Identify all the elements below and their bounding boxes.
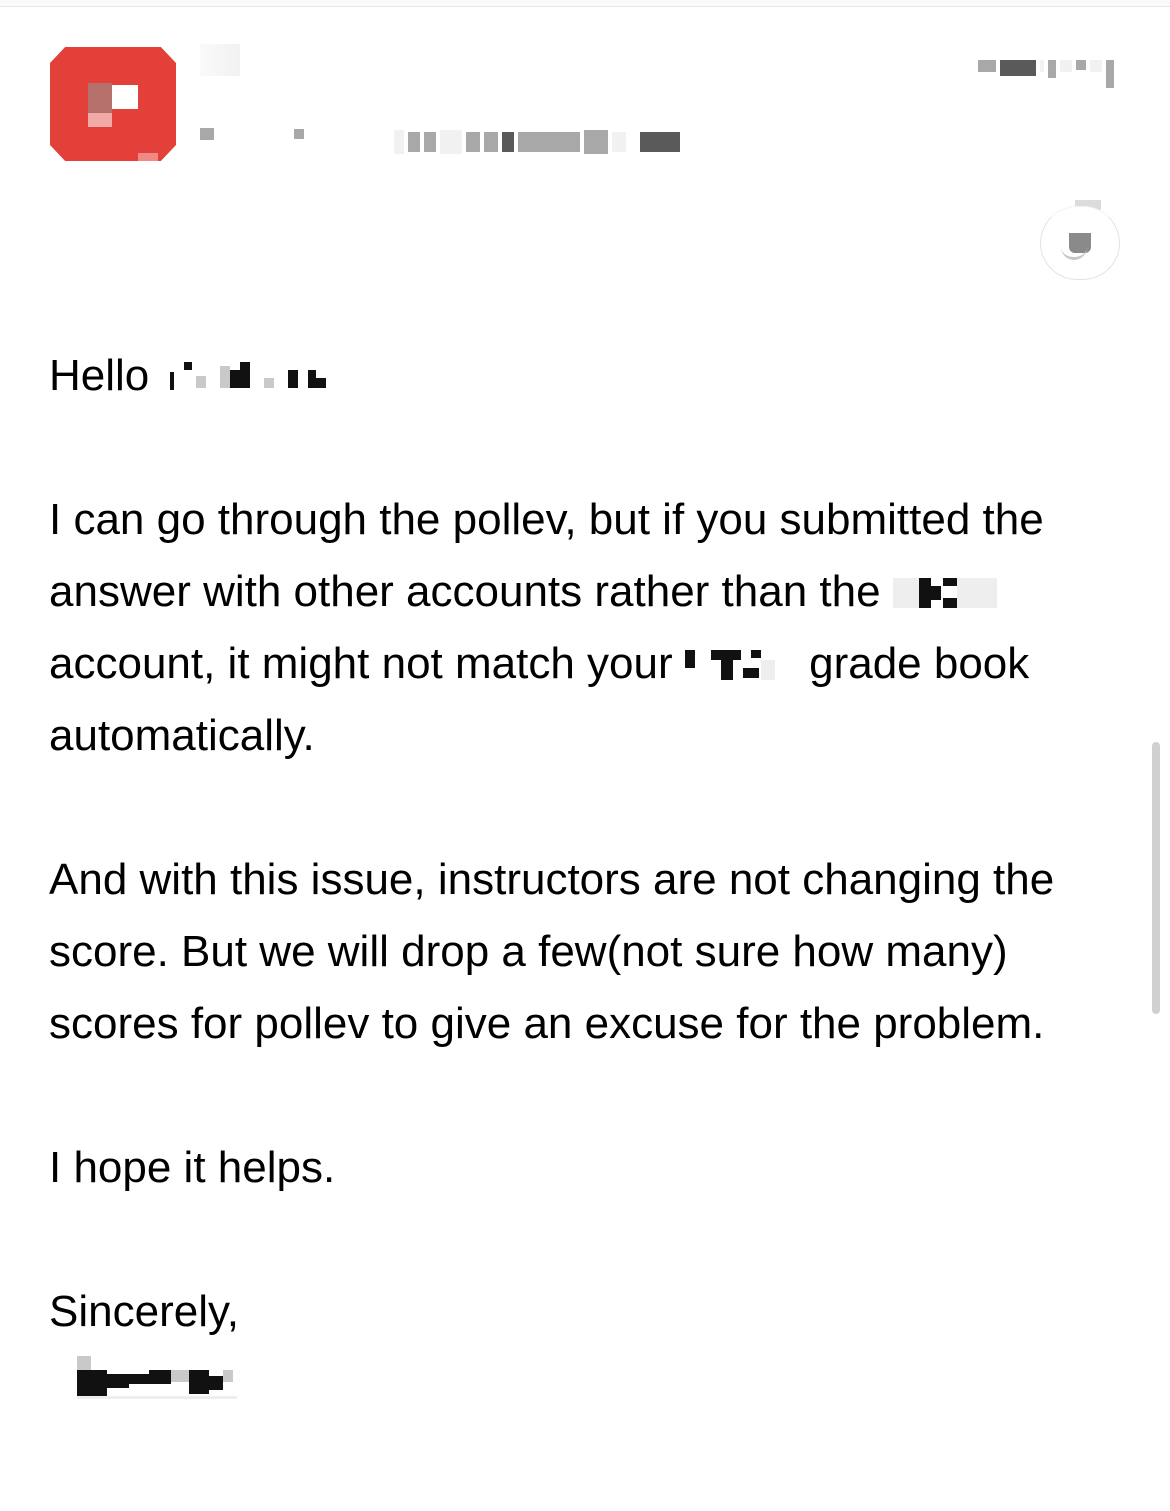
paragraph-1-part-3: grade book automatically.: [49, 639, 1030, 760]
sender-address-redacted: [200, 122, 684, 162]
paragraph-2: And with this issue, instructors are not changing the score. But we will drop a few(not sure how many) scores for pollev to give an excuse for the problem.: [49, 855, 1055, 1048]
reply-button[interactable]: [1040, 206, 1120, 280]
lms-name-redacted: [685, 650, 797, 680]
avatar-glyph: [88, 83, 112, 113]
paragraph-1: [49, 484, 1119, 772]
institution-name-redacted: [893, 578, 1001, 608]
greeting-line: [49, 340, 1119, 412]
greeting-text: Hello: [49, 351, 150, 400]
scrollbar[interactable]: [1152, 742, 1160, 1014]
paragraph-1-part-2: account, it might not match your: [49, 639, 673, 688]
signature-name-redacted: [49, 1356, 229, 1398]
date-redacted: [978, 60, 1118, 100]
recipient-name-redacted: [162, 362, 362, 392]
paragraph-1-part-1: I can go through the pollev, but if you submitted the answer with other accounts rather than the: [49, 495, 1044, 616]
sender-name-redacted[interactable]: [200, 44, 240, 76]
avatar-glyph-shade: [88, 113, 112, 127]
paragraph-3: I hope it helps.: [49, 1143, 336, 1192]
closing-line: Sincerely,: [49, 1287, 239, 1336]
email-body: [49, 340, 1119, 1420]
sender-avatar[interactable]: [50, 47, 176, 161]
top-divider: [0, 0, 1170, 7]
reply-arrow-icon: [1061, 245, 1087, 260]
